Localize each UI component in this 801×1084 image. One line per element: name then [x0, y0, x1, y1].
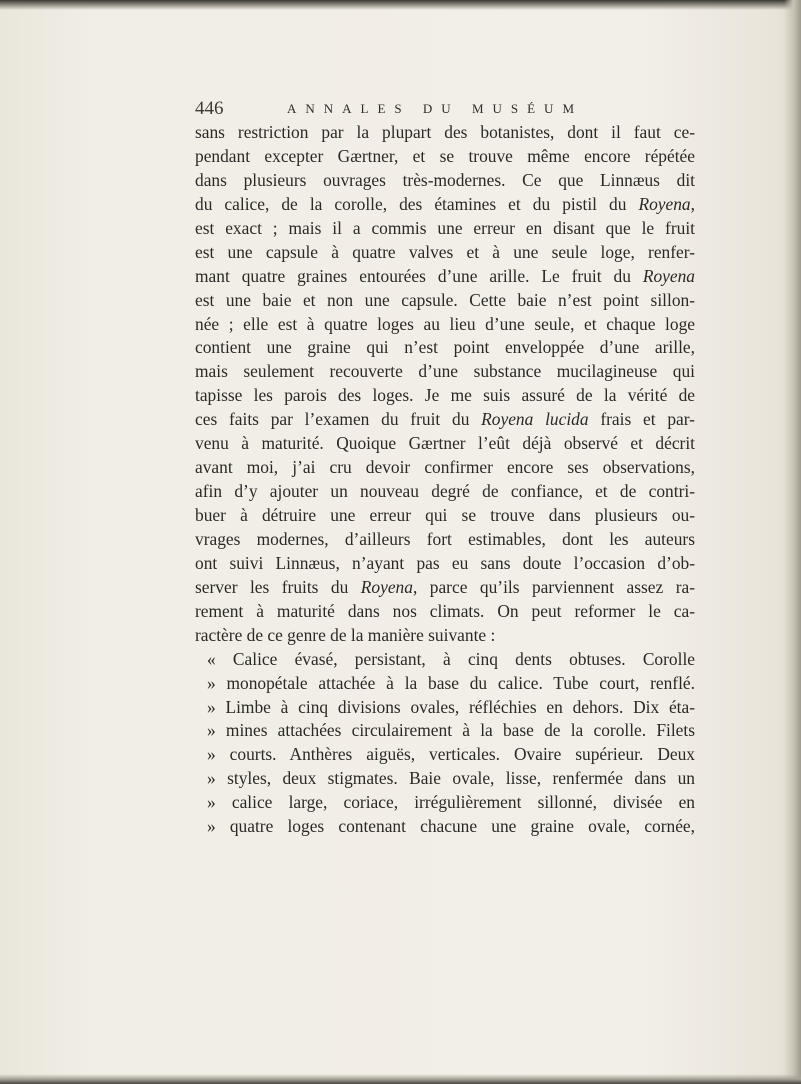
- quote-line: « Calice évasé, persistant, à cinq dents obtuses. Corolle: [207, 648, 695, 669]
- text-line: dans plusieurs ouvrages très-modernes. Ce que Linnæus dit: [195, 169, 695, 190]
- quote-line: » calice large, coriace, irrégulièrement sillonné, divisée en: [207, 792, 695, 813]
- text-line: ces faits par l’examen du fruit du Royena lucida frais et par-: [195, 409, 695, 430]
- page-bottom-edge: [0, 1074, 801, 1084]
- quote-line: » mines attachées circulairement à la base de la corolle. Filets: [207, 720, 695, 741]
- quote-line: » quatre loges contenant chacune une graine ovale, cornée,: [207, 816, 695, 837]
- quote-line: » Limbe à cinq divisions ovales, réfléchies en dehors. Dix éta-: [207, 696, 695, 717]
- text-line: sans restriction par la plupart des botanistes, dont il faut ce-: [195, 122, 695, 142]
- quote-line: » styles, deux stigmates. Baie ovale, lisse, renfermée dans un: [207, 768, 695, 789]
- quote-line: » courts. Anthères aiguës, verticales. Ovaire supérieur. Deux: [207, 744, 695, 765]
- text-line: vrages modernes, d’ailleurs fort estimables, dont les auteurs: [195, 528, 695, 549]
- text-line: contient une graine qui n’est point enveloppée d’une arille,: [195, 337, 695, 358]
- text-line: rement à maturité dans nos climats. On peut reformer le ca-: [195, 600, 695, 621]
- text-line: mant quatre graines entourées d’une arille. Le fruit du Royena: [195, 265, 695, 286]
- text-line: tapisse les parois des loges. Je me suis assuré de la vérité de: [195, 385, 695, 406]
- text-line: buer à détruire une erreur qui se trouve dans plusieurs ou-: [195, 505, 695, 525]
- page-number: 446: [195, 98, 224, 119]
- text-line: née ; elle est à quatre loges au lieu d’une seule, et chaque loge: [195, 313, 695, 334]
- text-line: est une capsule à quatre valves et à une seule loge, renfer-: [195, 241, 695, 262]
- body-text: [195, 121, 695, 839]
- text-line: du calice, de la corolle, des étamines et du pistil du Royena,: [195, 193, 695, 214]
- running-title: ANNALES DU MUSÉUM: [287, 101, 584, 116]
- quote-line: » monopétale attachée à la base du calice. Tube court, renflé.: [207, 672, 695, 693]
- text-line: ont suivi Linnæus, n’ayant pas eu sans doute l’occasion d’ob-: [195, 552, 695, 573]
- text-line: ractère de ce genre de la manière suivante :: [195, 624, 496, 645]
- text-line: est exact ; mais il a commis une erreur en disant que le fruit: [195, 217, 695, 238]
- page-top-edge: [0, 0, 801, 10]
- text-line: pendant excepter Gærtner, et se trouve même encore répétée: [195, 145, 695, 166]
- text-line: afin d’y ajouter un nouveau degré de confiance, et de contri-: [195, 481, 695, 502]
- text-line: mais seulement recouverte d’une substance mucilagineuse qui: [195, 361, 695, 382]
- text-line: venu à maturité. Quoique Gærtner l’eût déjà observé et décrit: [195, 433, 695, 454]
- page-right-edge: [784, 0, 801, 1084]
- text-line: avant moi, j’ai cru devoir confirmer encore ses observations,: [195, 457, 695, 478]
- text-line: est une baie et non une capsule. Cette baie n’est point sillon-: [195, 289, 695, 310]
- page-header: [195, 98, 635, 122]
- text-line: server les fruits du Royena, parce qu’ils parviennent assez ra-: [195, 576, 695, 597]
